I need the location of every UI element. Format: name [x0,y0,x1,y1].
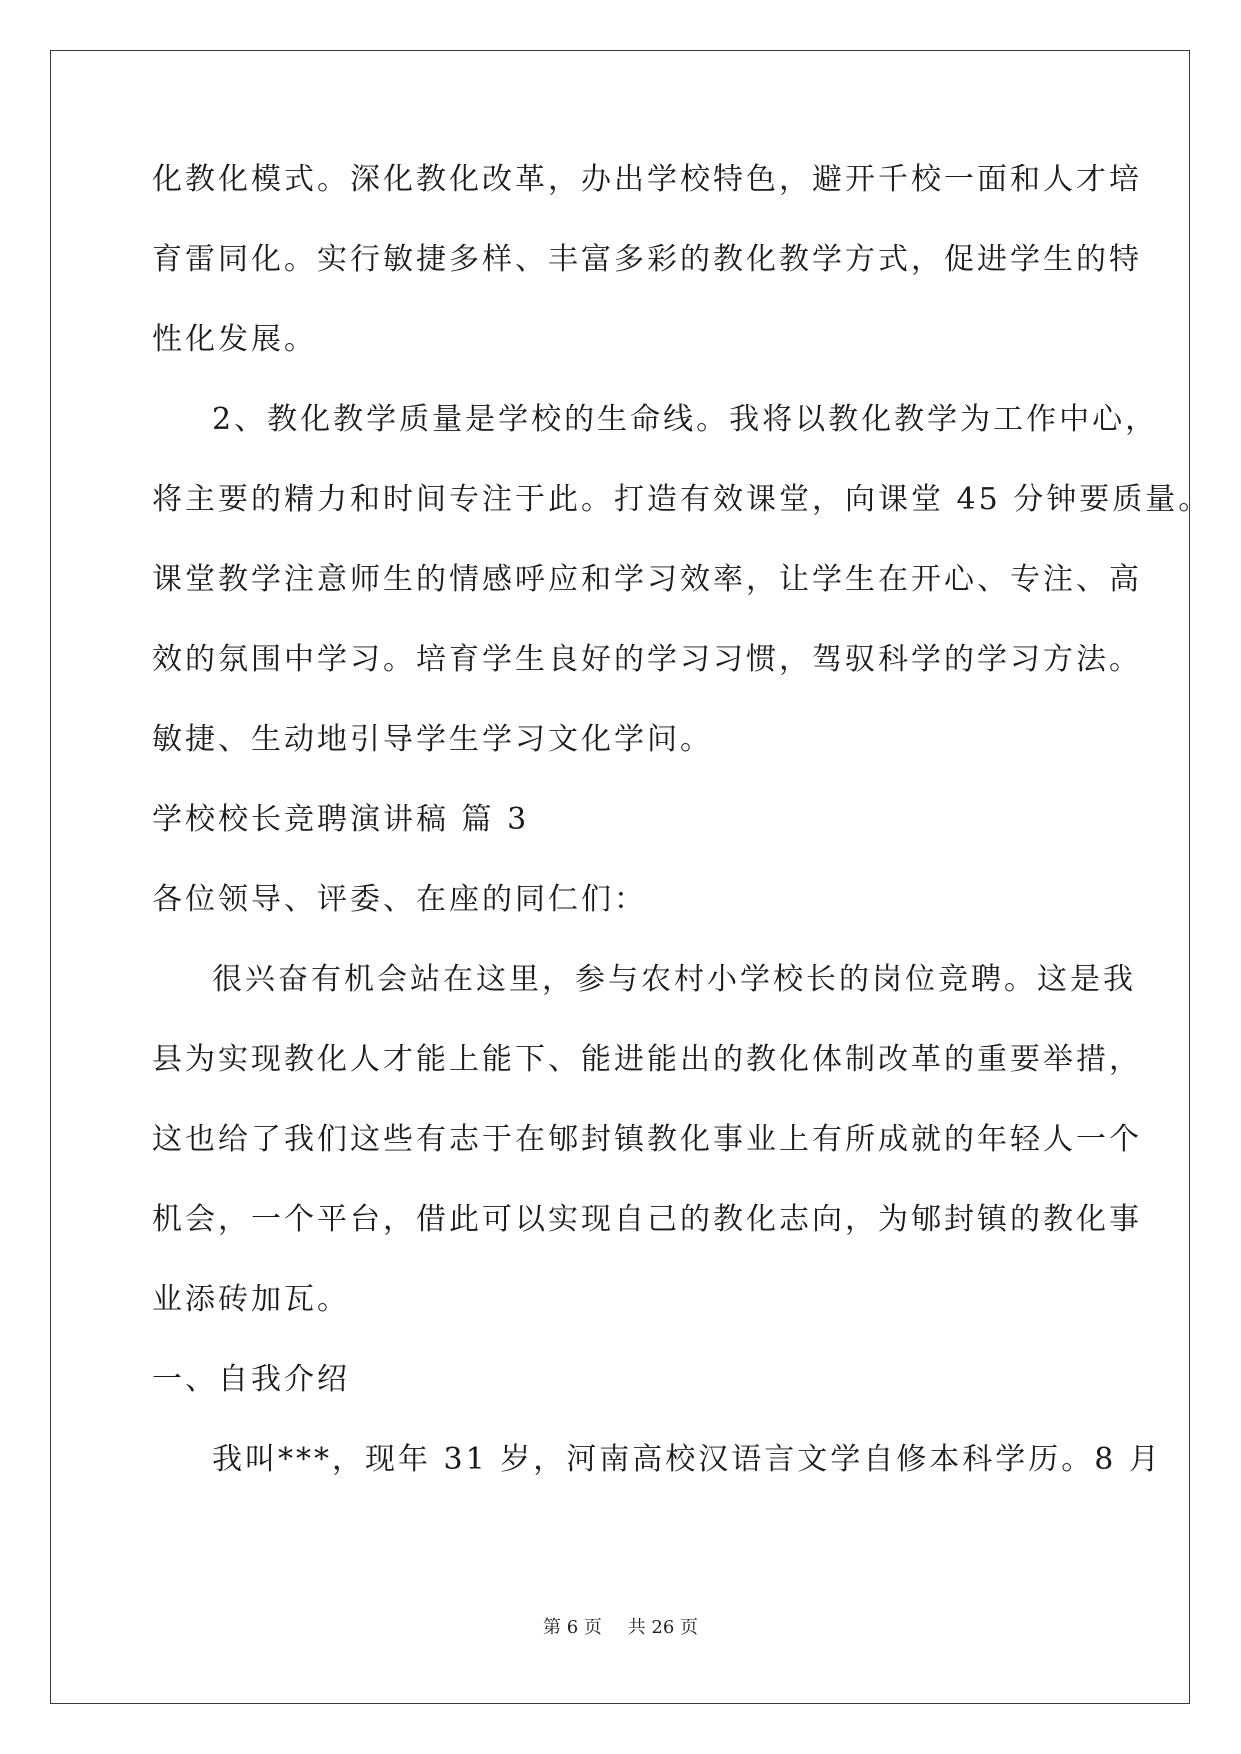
text-line: 效的氛围中学习。培育学生良好的学习习惯，驾驭科学的学习方法。 [152,642,1142,677]
subsection-heading: 一、自我介绍 [152,1362,350,1397]
page-number: 第 6 页 [543,1617,602,1638]
text-line: 业添砖加瓦。 [152,1282,350,1317]
page-total: 共 26 页 [627,1617,698,1638]
text-line: 将主要的精力和时间专注于此。打造有效课堂，向课堂 45 分钟要质量。 [152,482,1212,517]
page-footer [0,1616,1241,1640]
salutation: 各位领导、评委、在座的同仁们： [152,882,647,917]
section-heading: 学校校长竞聘演讲稿 篇 3 [152,802,530,837]
text-line: 敏捷、生动地引导学生学习文化学问。 [152,722,713,757]
text-line: 很兴奋有机会站在这里，参与农村小学校长的岗位竞聘。这是我 [212,962,1136,997]
text-line: 化教化模式。深化教化改革，办出学校特色，避开千校一面和人才培 [152,162,1142,197]
text-line: 机会，一个平台，借此可以实现自己的教化志向，为郇封镇的教化事 [152,1202,1142,1237]
text-line: 育雷同化。实行敏捷多样、丰富多彩的教化教学方式，促进学生的特 [152,242,1142,277]
document-body [152,160,1212,1480]
text-line: 性化发展。 [152,322,317,357]
text-line: 课堂教学注意师生的情感呼应和学习效率，让学生在开心、专注、高 [152,562,1142,597]
text-line: 我叫***，现年 31 岁，河南高校汉语言文学自修本科学历。8 月 [212,1442,1162,1477]
text-line: 县为实现教化人才能上能下、能进能出的教化体制改革的重要举措， [152,1042,1142,1077]
text-line: 这也给了我们这些有志于在郇封镇教化事业上有所成就的年轻人一个 [152,1122,1142,1157]
text-line: 2、教化教学质量是学校的生命线。我将以教化教学为工作中心， [212,402,1159,437]
